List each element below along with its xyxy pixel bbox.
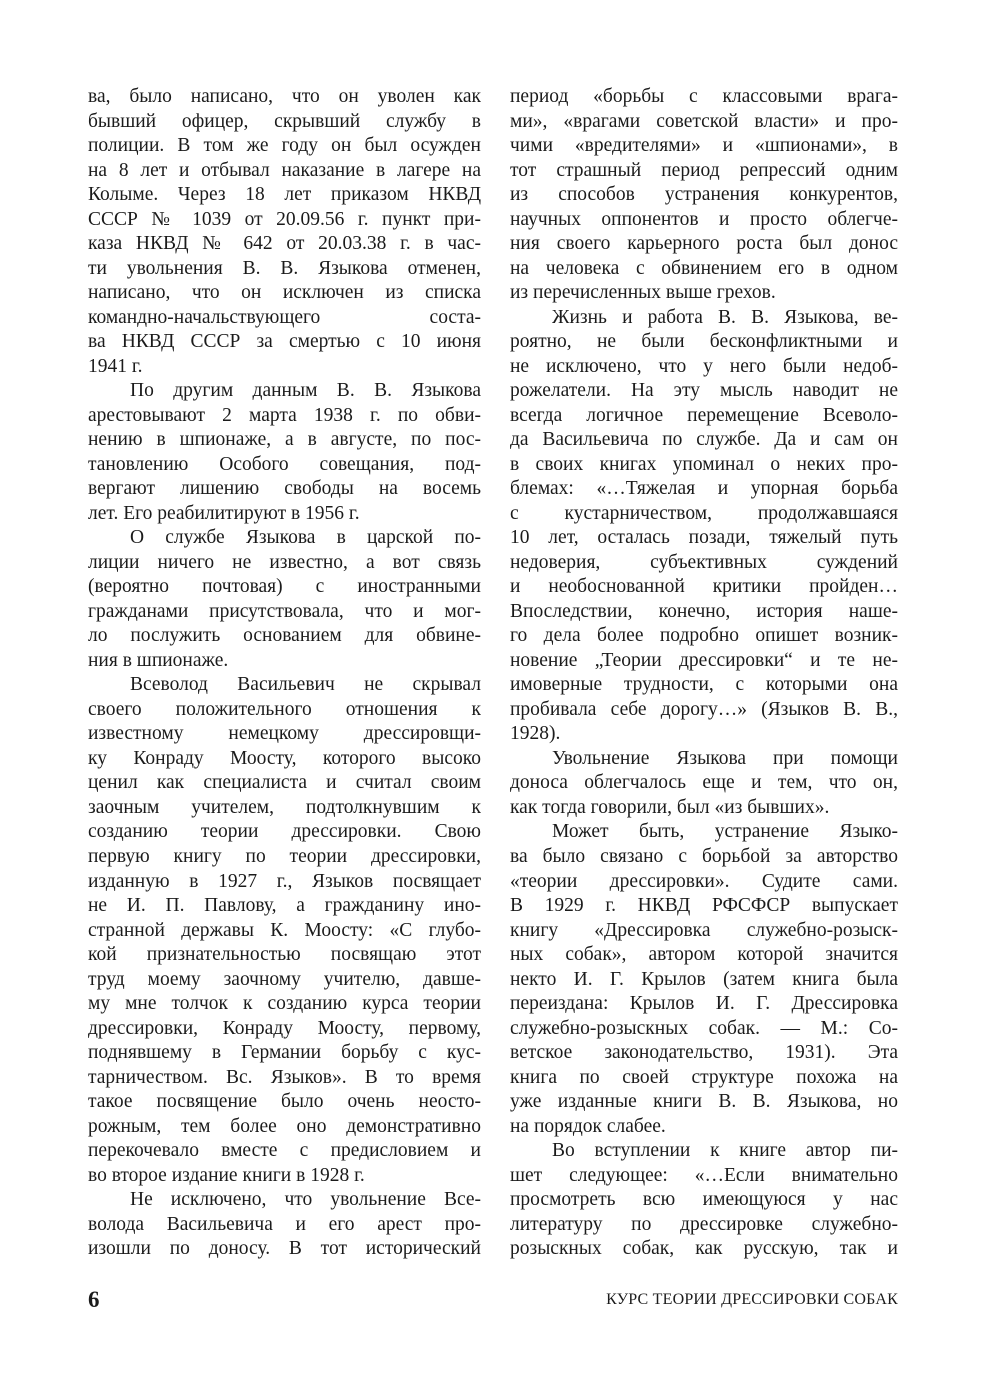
text-line: 1928). [510,723,561,745]
text-line: на порядок слабее. [510,1115,666,1137]
text-line: 10 лет, осталась позади, тяжелый путь [510,527,898,549]
text-line: ми», «врагами советской власти» и про- [510,110,898,132]
paragraph [88,85,481,379]
text-line: лет. Его реабилитируют в 1956 г. [88,502,360,524]
text-line: во второе издание книги в 1928 г. [88,1164,365,1186]
text-line: научных оппонентов и просто облегче- [510,208,898,230]
text-line: переиздана: Крылов И. Г. Дрессировка [510,993,898,1015]
text-line: книга по своей структуре похожа на [510,1066,898,1088]
text-line: (вероятно почтовая) с иностранными [88,576,481,598]
text-line: рожелатели. На эту мысль наводит не [510,380,898,402]
text-line: своего положительного отношения к [88,698,481,720]
text-line: дрессировки, Конраду Моосту, первому, [88,1017,481,1039]
text-line: не И. П. Павлову, а гражданину ино- [88,895,481,917]
text-line: волода Васильевича и его арест про- [88,1213,481,1235]
text-line: ку Конраду Моосту, которого высоко [88,747,481,769]
text-line: блемах: «…Тяжелая и упорная борьба [510,478,898,500]
text-line: с кустарничеством, продолжавшаяся [510,502,898,524]
text-line: ва было связано с борьбой за авторство [510,845,898,867]
text-line: рожным, тем более оно демонстративно [88,1115,481,1137]
text-line: Не исключено, что увольнение Все- [130,1189,481,1211]
paragraph [88,1188,481,1262]
text-line: ценил как специалиста и считал своим [88,772,481,794]
text-line: первую книгу по теории дрессировки, [88,845,481,867]
text-line: ния своего карьерного роста был донос [510,233,898,255]
text-line: розыскных собак, как русскую, так и [510,1238,898,1260]
paragraph [510,85,898,306]
text-line: такое посвящение было очень неосто- [88,1091,481,1113]
text-line: гражданами присутствовала, что и мог- [88,600,481,622]
text-line: По другим данным В. В. Языкова [130,380,481,402]
text-line: ва, было написано, что он уволен как [88,86,481,107]
text-line: некто И. Г. Крылов (затем книга была [510,968,898,990]
text-line: служебно-розыскных собак. — М.: Со- [510,1017,898,1039]
text-line: тановлению Особого совещания, под- [88,453,481,475]
text-line: лиции ничего не известно, а вот связь [88,551,481,573]
text-line: му мне толчок к созданию курса теории [88,993,481,1015]
text-line: и необоснованной критики пройден… [510,576,898,598]
text-line: книгу «Дрессировка служебно-розыск- [510,919,898,941]
text-line: известному немецкому дрессировщи- [88,723,481,745]
text-line: ния в шпионаже. [88,649,229,671]
paragraph [510,1139,898,1262]
text-line: поднявшему в Германии борьбу с кус- [88,1042,481,1064]
running-title: КУРС ТЕОРИИ ДРЕССИРОВКИ СОБАК [606,1291,898,1308]
text-line: бывший офицер, скрывший службу в [88,110,481,132]
paragraph [510,747,898,821]
text-line: изданную в 1927 г., Языков посвящает [88,870,481,892]
text-line: литературу по дрессировке служебно- [510,1213,898,1235]
paragraph [88,379,481,526]
paragraph [88,673,481,1188]
text-line: В 1929 г. НКВД РФСФСР выпускает [510,895,898,917]
text-line: вергают лишению свободы на восемь [88,478,481,500]
text-column-right [510,85,898,1262]
text-line: изошли по доносу. В тот исторический [88,1238,481,1260]
text-line: написано, что он исключен из списка [88,282,481,304]
text-line: в своих книгах упоминал о неких про- [510,453,898,475]
text-line: Жизнь и работа В. В. Языкова, ве- [552,306,898,328]
text-line: ных собак», автором которой значится [510,944,898,966]
text-line: период «борьбы с классовыми врага- [510,86,898,107]
text-line: как тогда говорили, был «из бывших». [510,796,830,818]
text-line: роятно, не были бесконфликтными и [510,331,898,353]
text-line: просмотреть всю имеющуюся у нас [510,1189,898,1211]
paragraph [510,820,898,1139]
text-line: полиции. В том же году он был осужден [88,135,481,157]
text-line: не исключено, что у него были недоб- [510,355,898,377]
text-line: Во вступлении к книге автор пи- [552,1140,898,1162]
text-line: новение „Теории дрессировки“ и те не- [510,649,898,671]
text-line: ветское законодательство, 1931). Эта [510,1042,898,1064]
text-line: каза НКВД № 642 от 20.03.38 г. в час- [88,233,481,255]
text-line: уже изданные книги В. В. Языкова, но [510,1091,898,1113]
text-line: всегда логичное перемещение Всеволо- [510,404,898,426]
text-line: ти увольнения В. В. Языкова отменен, [88,257,481,279]
text-line: 1941 г. [88,355,143,377]
text-line: на человека с обвинением его в одном [510,257,898,279]
text-line: да Васильевича по службе. Да и сам он [510,429,898,451]
text-line: из способов устранения конкурентов, [510,184,898,206]
paragraph [88,526,481,673]
text-line: странной державы К. Моосту: «С глубо- [88,919,481,941]
text-line: го дела более подробно опишет возник- [510,625,898,647]
text-line: пробивала себе дорогу…» (Языков В. В., [510,698,898,720]
text-line: Увольнение Языкова при помощи [552,747,898,769]
text-line: Колыме. Через 18 лет приказом НКВД [88,184,481,206]
text-column-left [88,85,481,1262]
text-line: имоверные трудности, с которыми она [510,674,898,696]
text-line: труд моему заочному учителю, давше- [88,968,481,990]
text-line: «теории дрессировки». Судите сами. [510,870,898,892]
text-line: ва НКВД СССР за смертью с 10 июня [88,331,481,353]
text-line: СССР № 1039 от 20.09.56 г. пункт при- [88,208,481,230]
text-line: перекочевало вместе с предисловием и [88,1140,481,1162]
text-line: Всеволод Васильевич не скрывал [130,674,481,696]
text-line: тот страшный период репрессий одним [510,159,898,181]
text-line: чими «вредителями» и «шпионами», в [510,135,898,157]
text-line: недоверия, субъективных суждений [510,551,898,573]
text-line: Впоследствии, конечно, история наше- [510,600,898,622]
text-line: ло послужить основанием для обвине- [88,625,481,647]
text-line: кой признательностью посвящаю этот [88,944,481,966]
text-line: доноса облегчалось еще и тем, что он, [510,772,898,794]
text-line: Может быть, устранение Языко- [552,821,898,843]
text-line: заочным учителем, подтолкнувшим к [88,796,481,818]
text-line: командно-начальствующего соста- [88,306,481,328]
text-line: созданию теории дрессировки. Свою [88,821,481,843]
text-line: шет следующее: «…Если внимательно [510,1164,898,1186]
text-line: нению в шпионаже, а в августе, по пос- [88,429,481,451]
text-line: из перечисленных выше грехов. [510,282,776,304]
page-number: 6 [88,1287,100,1312]
text-line: тарничеством. Вс. Языков». В то время [88,1066,481,1088]
paragraph [510,306,898,747]
text-line: О службе Языкова в царской по- [130,527,481,549]
text-line: на 8 лет и отбывал наказание в лагере на [88,159,481,181]
text-line: арестовывают 2 марта 1938 г. по обви- [88,404,481,426]
